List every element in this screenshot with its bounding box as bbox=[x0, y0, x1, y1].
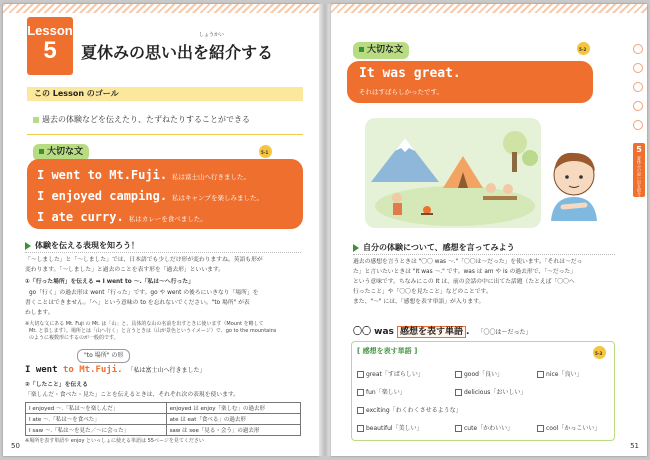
key-sentence-1 bbox=[37, 164, 250, 183]
formula-pre: 〇〇 was bbox=[353, 327, 398, 337]
section-heading-text: 体験を伝える表現を知ろう！ bbox=[35, 241, 139, 250]
table-cell: I ate ～.「私は～を食べた」 bbox=[26, 414, 167, 425]
word-en: good bbox=[464, 371, 479, 378]
bullet-square-icon bbox=[33, 117, 39, 123]
body-line: 「～しました」と「～しました」では、日本語でも少しだけ形が変わりますね。英語も形が bbox=[25, 257, 263, 263]
word-en: cute bbox=[464, 425, 478, 432]
word-en: beautiful bbox=[366, 425, 393, 432]
body-line: わします。 bbox=[25, 310, 54, 316]
key-sentence-2 bbox=[37, 185, 263, 204]
table-row bbox=[26, 425, 301, 436]
word-ja: 「楽しい」 bbox=[375, 389, 406, 396]
lesson-label: Lesson bbox=[27, 23, 73, 38]
audio-track-number: 5-1 bbox=[261, 150, 269, 155]
key-sentence-3 bbox=[37, 206, 207, 225]
feelings-heading-text: 感想を表す単語 bbox=[362, 347, 412, 355]
checkbox-icon[interactable] bbox=[357, 407, 364, 414]
checkbox-icon[interactable] bbox=[455, 371, 462, 378]
headphone-icon[interactable] bbox=[259, 145, 272, 158]
word-item bbox=[455, 369, 503, 378]
goal-text-row bbox=[27, 107, 303, 135]
side-tab-strip bbox=[633, 44, 643, 139]
side-label-text: 夏休みの思い出を紹介する bbox=[637, 156, 642, 204]
section-heading bbox=[353, 242, 515, 253]
top-hatch-decoration bbox=[331, 4, 647, 13]
word-en: great bbox=[366, 371, 382, 378]
lesson-number: 5 bbox=[43, 37, 57, 64]
note-line: ※大切な文にある Mt. Fuji の Mt. は「山」と、具体的な山の名前を出すときに使います（Mount を略して bbox=[25, 321, 264, 327]
key-sentence-label: 大切な文 bbox=[47, 147, 84, 157]
word-ja: 「良い」 bbox=[558, 371, 583, 378]
page-number: 51 bbox=[630, 442, 639, 450]
table-cell: ate は eat「食べる」の過去形 bbox=[166, 414, 300, 425]
book-gutter bbox=[319, 4, 331, 456]
goal-text: 過去の体験などを伝えたり、たずねたりすることができる bbox=[42, 115, 250, 124]
went-example-pre: I went bbox=[25, 365, 63, 375]
note-line: Mt. と表します）。場所とは「山へ行く」と言うときは（山が景色というイメージ）で、go to the mountains bbox=[29, 328, 277, 334]
word-ja: 「かわいい」 bbox=[477, 425, 514, 432]
footnote: ※場所を表す単語や enjoy といっしょに使える単語は 55ページを見てください bbox=[25, 438, 204, 444]
formula-post: . bbox=[466, 327, 470, 337]
triangle-bullet-icon bbox=[353, 244, 359, 252]
word-en: fun bbox=[366, 389, 376, 396]
word-item bbox=[357, 387, 406, 396]
table-cell: saw は see「見る・会う」の過去形 bbox=[166, 425, 300, 436]
table-row bbox=[26, 414, 301, 425]
audio-track-number: 5-2 bbox=[579, 47, 587, 52]
word-en: delicious bbox=[464, 389, 491, 396]
table-cell: I saw ～.「私は～を見た／～に会った」 bbox=[26, 425, 167, 436]
went-example-ja: 「私は富士山へ行きました」 bbox=[127, 367, 206, 374]
key-sentence-bubble bbox=[347, 61, 593, 103]
word-item bbox=[357, 369, 424, 378]
audio-track-number: 5-3 bbox=[595, 351, 603, 356]
word-ja: 「わくわくさせるような」 bbox=[389, 407, 462, 414]
side-tab-dot[interactable] bbox=[633, 120, 643, 130]
side-label-number: 5 bbox=[636, 145, 642, 154]
checkbox-icon[interactable] bbox=[455, 389, 462, 396]
key-sentence-en: I enjoyed camping. bbox=[37, 189, 168, 203]
word-item bbox=[455, 387, 526, 396]
left-page bbox=[3, 4, 319, 456]
word-item bbox=[455, 423, 513, 432]
word-ja: 「おいしい」 bbox=[490, 389, 527, 396]
to-place-pill: "to 場所" の形 bbox=[77, 349, 130, 363]
body-line: ①「行った場所」を伝える ➡ I went to ～.「私は～へ行った」 bbox=[25, 279, 194, 285]
headphone-icon[interactable] bbox=[593, 346, 606, 359]
checkbox-icon[interactable] bbox=[537, 371, 544, 378]
word-item bbox=[537, 369, 582, 378]
side-lesson-label[interactable] bbox=[633, 143, 645, 204]
key-sentence-en: I ate curry. bbox=[37, 210, 124, 224]
was-formula bbox=[353, 324, 531, 337]
key-sentence-bubble bbox=[27, 159, 303, 229]
body-line: go「行く」の過去形は went「行った」です。go や went の後ろにいきなり「場所」を bbox=[29, 290, 259, 296]
point2-heading: ②「したこと」を伝える bbox=[25, 382, 88, 388]
key-sentence-ja: それはすばらしかったです。 bbox=[359, 88, 443, 96]
bullet-square-icon bbox=[359, 47, 364, 52]
body-line: た」と言いたいときは "It was ～." です。was は am や is の過去形で、「～だった」 bbox=[353, 269, 577, 275]
goal-heading: この Lesson のゴール bbox=[27, 87, 303, 101]
word-ja: 「美しい」 bbox=[392, 425, 423, 432]
word-ja: 「良い」 bbox=[478, 371, 503, 378]
formula-ja: 「〇〇は～だった」 bbox=[477, 329, 532, 336]
word-ja: 「かっこいい」 bbox=[558, 425, 601, 432]
checkbox-icon[interactable] bbox=[537, 425, 544, 432]
word-en: cool bbox=[546, 425, 559, 432]
key-sentence-ja: 私はカレーを食べました。 bbox=[128, 215, 207, 223]
triangle-bullet-icon bbox=[25, 242, 31, 250]
side-tab-dot[interactable] bbox=[633, 82, 643, 92]
word-item bbox=[357, 423, 423, 432]
body-line: という意味です。ちなみにこの It は、前の会話の中に出てた話題（たとえば「〇〇へ bbox=[353, 279, 575, 285]
table-row bbox=[26, 403, 301, 414]
body-line: また、"～" には、「感想を表す単語」が入ります。 bbox=[353, 299, 485, 305]
page-number: 50 bbox=[11, 442, 20, 450]
word-en: exciting bbox=[366, 407, 390, 414]
lesson-badge bbox=[27, 17, 73, 75]
side-tab-dot[interactable] bbox=[633, 101, 643, 111]
body-line: 行ったこと」や「〇〇を見たこと」などのことです。 bbox=[353, 289, 492, 295]
formula-box: 感想を表す単語 bbox=[397, 326, 466, 338]
note-line: のように複数形にするのが一般的です。 bbox=[29, 335, 119, 341]
word-ja: 「すばらしい」 bbox=[381, 371, 424, 378]
child-illustration bbox=[543, 149, 605, 221]
key-sentence-ja: 私は富士山へ行きました。 bbox=[172, 173, 251, 181]
side-tab-dot[interactable] bbox=[633, 44, 643, 54]
feelings-word-heading: [ 感想を表す単語 ] bbox=[357, 347, 418, 355]
right-page bbox=[331, 4, 647, 456]
word-en: nice bbox=[546, 371, 559, 378]
camping-illustration bbox=[365, 118, 541, 228]
side-tab-dot[interactable] bbox=[633, 63, 643, 73]
went-example bbox=[25, 365, 206, 375]
word-item bbox=[357, 405, 462, 414]
key-sentence-tab bbox=[353, 42, 409, 59]
key-sentence-en: It was great. bbox=[359, 66, 461, 81]
dotted-divider bbox=[353, 253, 615, 255]
checkbox-icon[interactable] bbox=[357, 389, 364, 396]
section-heading bbox=[25, 240, 139, 251]
dotted-divider bbox=[25, 251, 301, 253]
page-title: 夏休みの思い出を紹介する bbox=[81, 43, 274, 62]
body-line: 過去の感想を言うときは "〇〇 was ～."「〇〇は～だった」を使います。「それは～だっ bbox=[353, 259, 583, 265]
checkbox-icon[interactable] bbox=[455, 425, 462, 432]
key-sentence-en: I went to Mt.Fuji. bbox=[37, 168, 168, 182]
top-hatch-decoration bbox=[3, 4, 319, 13]
headphone-icon[interactable] bbox=[577, 42, 590, 55]
key-sentence-ja: 私はキャンプを楽しみました。 bbox=[172, 194, 264, 202]
point2-text: 「楽しんだ・食べた・見た」ことを伝えるときは、それぞれ次の表現を使います。 bbox=[25, 392, 240, 398]
table-cell: enjoyed は enjoy「楽しむ」の過去形 bbox=[166, 403, 300, 414]
key-sentence-label: 大切な文 bbox=[367, 45, 404, 55]
section-heading-text: 自分の体験について、感想を言ってみよう bbox=[363, 243, 515, 252]
went-example-place: to Mt.Fuji. bbox=[62, 365, 123, 375]
checkbox-icon[interactable] bbox=[357, 371, 364, 378]
body-line: 変わります。「～しました」と過去のことを表す形を「過去形」といいます。 bbox=[25, 267, 225, 273]
checkbox-icon[interactable] bbox=[357, 425, 364, 432]
word-item bbox=[537, 423, 600, 432]
table-cell: I enjoyed ～.「私は～を楽しんだ」 bbox=[26, 403, 167, 414]
title-ruby: しょうかい bbox=[199, 32, 225, 38]
body-line: 書くことはできません。「へ」という意味の to を忘れないでください。"to 場所" が表 bbox=[25, 300, 250, 306]
bullet-square-icon bbox=[39, 149, 44, 154]
past-tense-table bbox=[25, 402, 301, 436]
